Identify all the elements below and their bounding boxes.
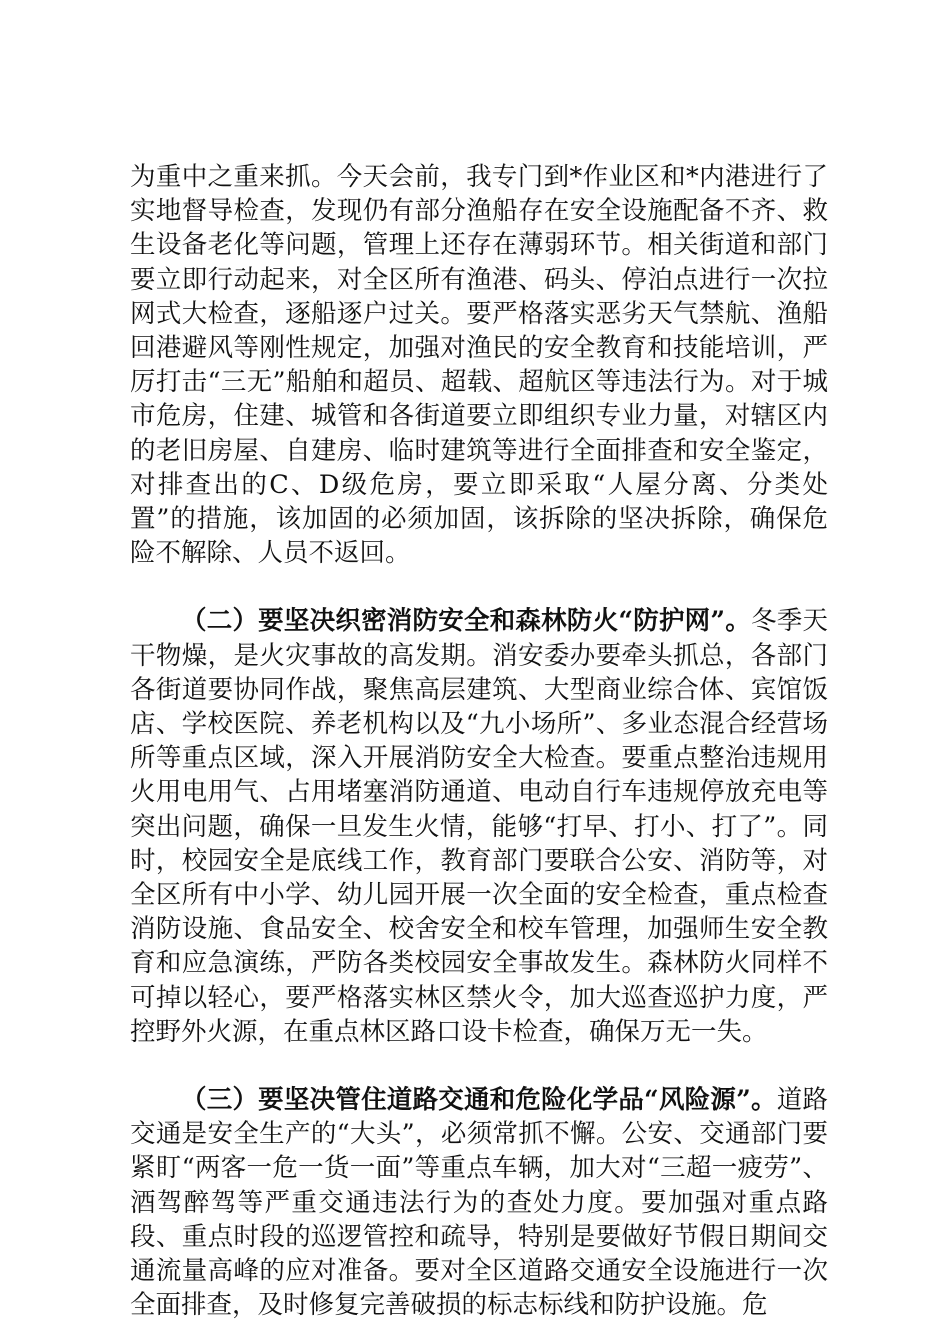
- paragraph-road-traffic: [130, 1083, 828, 1322]
- paragraph-body: 冬季天干物燥，是火灾事故的高发期。消安委办要牵头抓总，各部门各街道要协同作战，聚焦高层建筑、大型商业综合体、宾馆饭店、学校医院、养老机构以及“九小场所”、多业态混合经营场所等重点区域，深入开展消防安全大检查。要重点整治违规用火用电用气、占用堵塞消防通道、电动自行车违规停放充电等突出问题，确保一旦发生火情，能够“打早、打小、打了”。同时，校园安全是底线工作，教育部门要联合公安、消防等，对全区所有中小学、幼儿园开展一次全面的安全检查，重点检查消防设施、食品安全、校舍安全和校车管理，加强师生安全教育和应急演练，严防各类校园安全事故发生。森林防火同样不可掉以轻心，要严格落实林区禁火令，加大巡查巡护力度，严控野外火源，在重点林区路口设卡检查，确保万无一失。: [130, 606, 828, 1047]
- paragraph-body: 道路交通是安全生产的“大头”，必须常抓不懈。公安、交通部门要紧盯“两客一危一货一面”等重点车辆，加大对“三超一疲劳”、酒驾醉驾等严重交通违法行为的查处力度。要加强对重点路段、重点时段的巡逻管控和疏导，特别是要做好节假日期间交通流量高峰的应对准备。要对全区道路交通安全设施进行一次全面排查，及时修复完善破损的标志标线和防护设施。危: [130, 1085, 828, 1321]
- paragraph-body: 为重中之重来抓。今天会前，我专门到*作业区和*内港进行了实地督导检查，发现仍有部分渔船存在安全设施配备不齐、救生设备老化等问题，管理上还存在薄弱环节。相关街道和部门要立即行动起来，对全区所有渔港、码头、停泊点进行一次拉网式大检查，逐船逐户过关。要严格落实恶劣天气禁航、渔船回港避风等刚性规定，加强对渔民的安全教育和技能培训，严厉打击“三无”船舶和超员、超载、超航区等违法行为。对于城市危房，住建、城管和各街道要立即组织专业力量，对辖区内的老旧房屋、自建房、临时建筑等进行全面排查和安全鉴定，对排查出的C、D级危房，要立即采取“人屋分离、分类处置”的措施，该加固的必须加固，该拆除的坚决拆除，确保危险不解除、人员不返回。: [130, 162, 828, 569]
- paragraph-fire-safety: [130, 604, 828, 1049]
- document-page: [130, 160, 828, 1323]
- paragraph-heading: （三）要坚决管住道路交通和危险化学品“风险源”。: [181, 1085, 777, 1116]
- paragraph-continuation: [130, 160, 828, 570]
- paragraph-heading: （二）要坚决织密消防安全和森林防火“防护网”。: [181, 606, 752, 637]
